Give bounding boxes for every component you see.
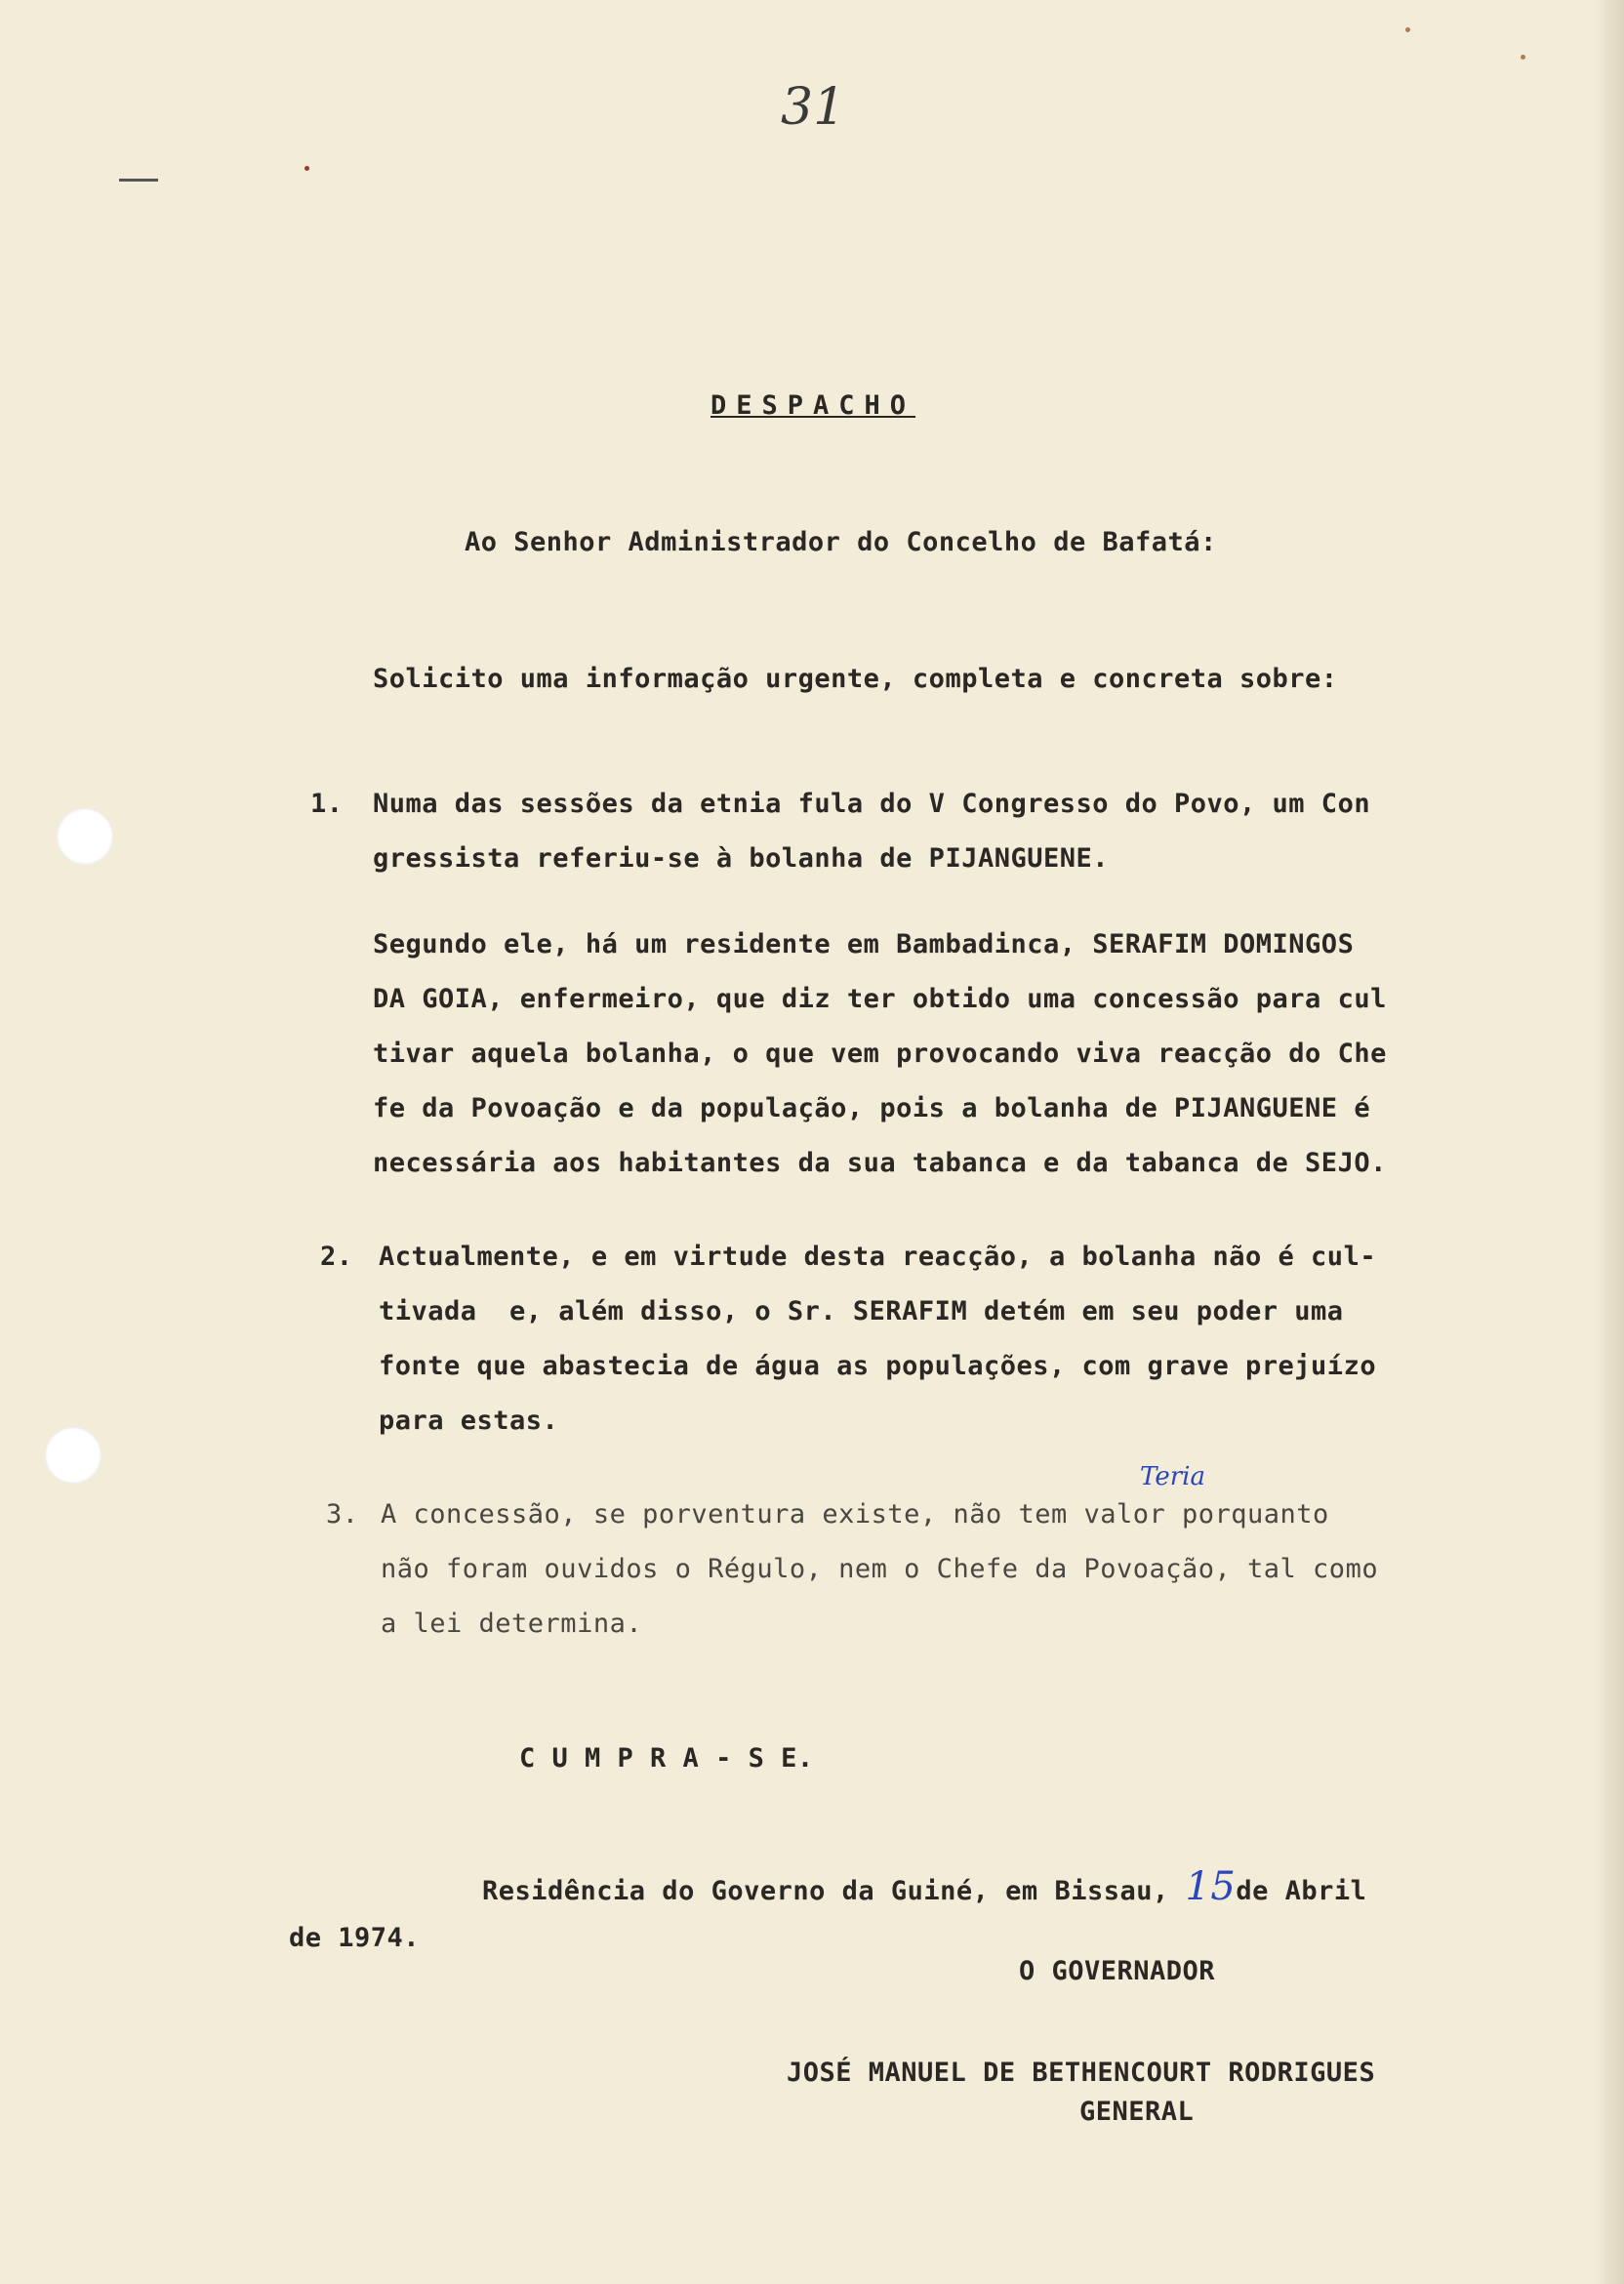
place-date-month: de Abril — [1236, 1876, 1367, 1906]
rust-speck — [1521, 55, 1525, 60]
item-sub-line: necessária aos habitantes da sua tabanca e da tabanca de SEJO. — [373, 1148, 1387, 1178]
item-sub-line: fe da Povoação e da população, pois a bolanha de PIJANGUENE é — [373, 1093, 1371, 1123]
handwritten-day: 15 — [1185, 1864, 1237, 1909]
handwritten-annotation: Teria — [1140, 1462, 1205, 1491]
item-line: tivada e, além disso, o Sr. SERAFIM detém em seu poder uma — [379, 1296, 1344, 1326]
punch-hole-top — [57, 808, 113, 865]
item-line: gressista referiu-se à bolanha de PIJANGUENE. — [373, 843, 1109, 874]
item-line: fonte que abastecia de água as populações, com grave prejuízo — [379, 1351, 1377, 1381]
rust-speck — [1405, 27, 1410, 32]
item-line: não foram ouvidos o Régulo, nem o Chefe da Povoação, tal como — [381, 1554, 1379, 1584]
item-line: Numa das sessões da etnia fula do V Congresso do Povo, um Con — [373, 789, 1371, 819]
punch-hole-bottom — [45, 1427, 102, 1484]
item-number: 2. — [320, 1242, 353, 1272]
place-date-text: Residência do Governo da Guiné, em Bissau, — [482, 1876, 1186, 1906]
item-line: Actualmente, e em virtude desta reacção, a bolanha não é cul- — [379, 1242, 1377, 1272]
page-number: 31 — [781, 78, 846, 137]
signatory-rank: GENERAL — [1079, 2097, 1195, 2127]
item-line: a lei determina. — [381, 1609, 643, 1639]
signatory-name: JOSÉ MANUEL DE BETHENCOURT RODRIGUES — [787, 2058, 1376, 2088]
item-sub-line: DA GOIA, enfermeiro, que diz ter obtido uma concessão para cul — [373, 984, 1387, 1014]
document-title: DESPACHO — [710, 390, 916, 421]
item-sub-line: tivar aquela bolanha, o que vem provocando viva reacção do Che — [373, 1039, 1387, 1069]
item-line: A concessão, se porventura existe, não tem valor porquanto — [381, 1499, 1329, 1529]
signatory-role: O GOVERNADOR — [1019, 1956, 1216, 1986]
closing-order: C U M P R A - S E. — [519, 1743, 814, 1774]
paper-edge-shade — [1595, 0, 1624, 2284]
addressee: Ao Senhor Administrador do Concelho de Bafatá: — [465, 527, 1217, 557]
ink-speck — [304, 166, 309, 171]
margin-mark — [119, 179, 158, 182]
item-number: 3. — [326, 1499, 359, 1529]
place-date-line — [482, 1864, 1366, 1909]
intro-line: Solicito uma informação urgente, completa e concreta sobre: — [373, 664, 1338, 694]
date-year-line: de 1974. — [289, 1923, 421, 1953]
item-number: 1. — [310, 789, 344, 819]
item-sub-line: Segundo ele, há um residente em Bambadinca, SERAFIM DOMINGOS — [373, 929, 1355, 959]
item-line: para estas. — [379, 1406, 559, 1436]
